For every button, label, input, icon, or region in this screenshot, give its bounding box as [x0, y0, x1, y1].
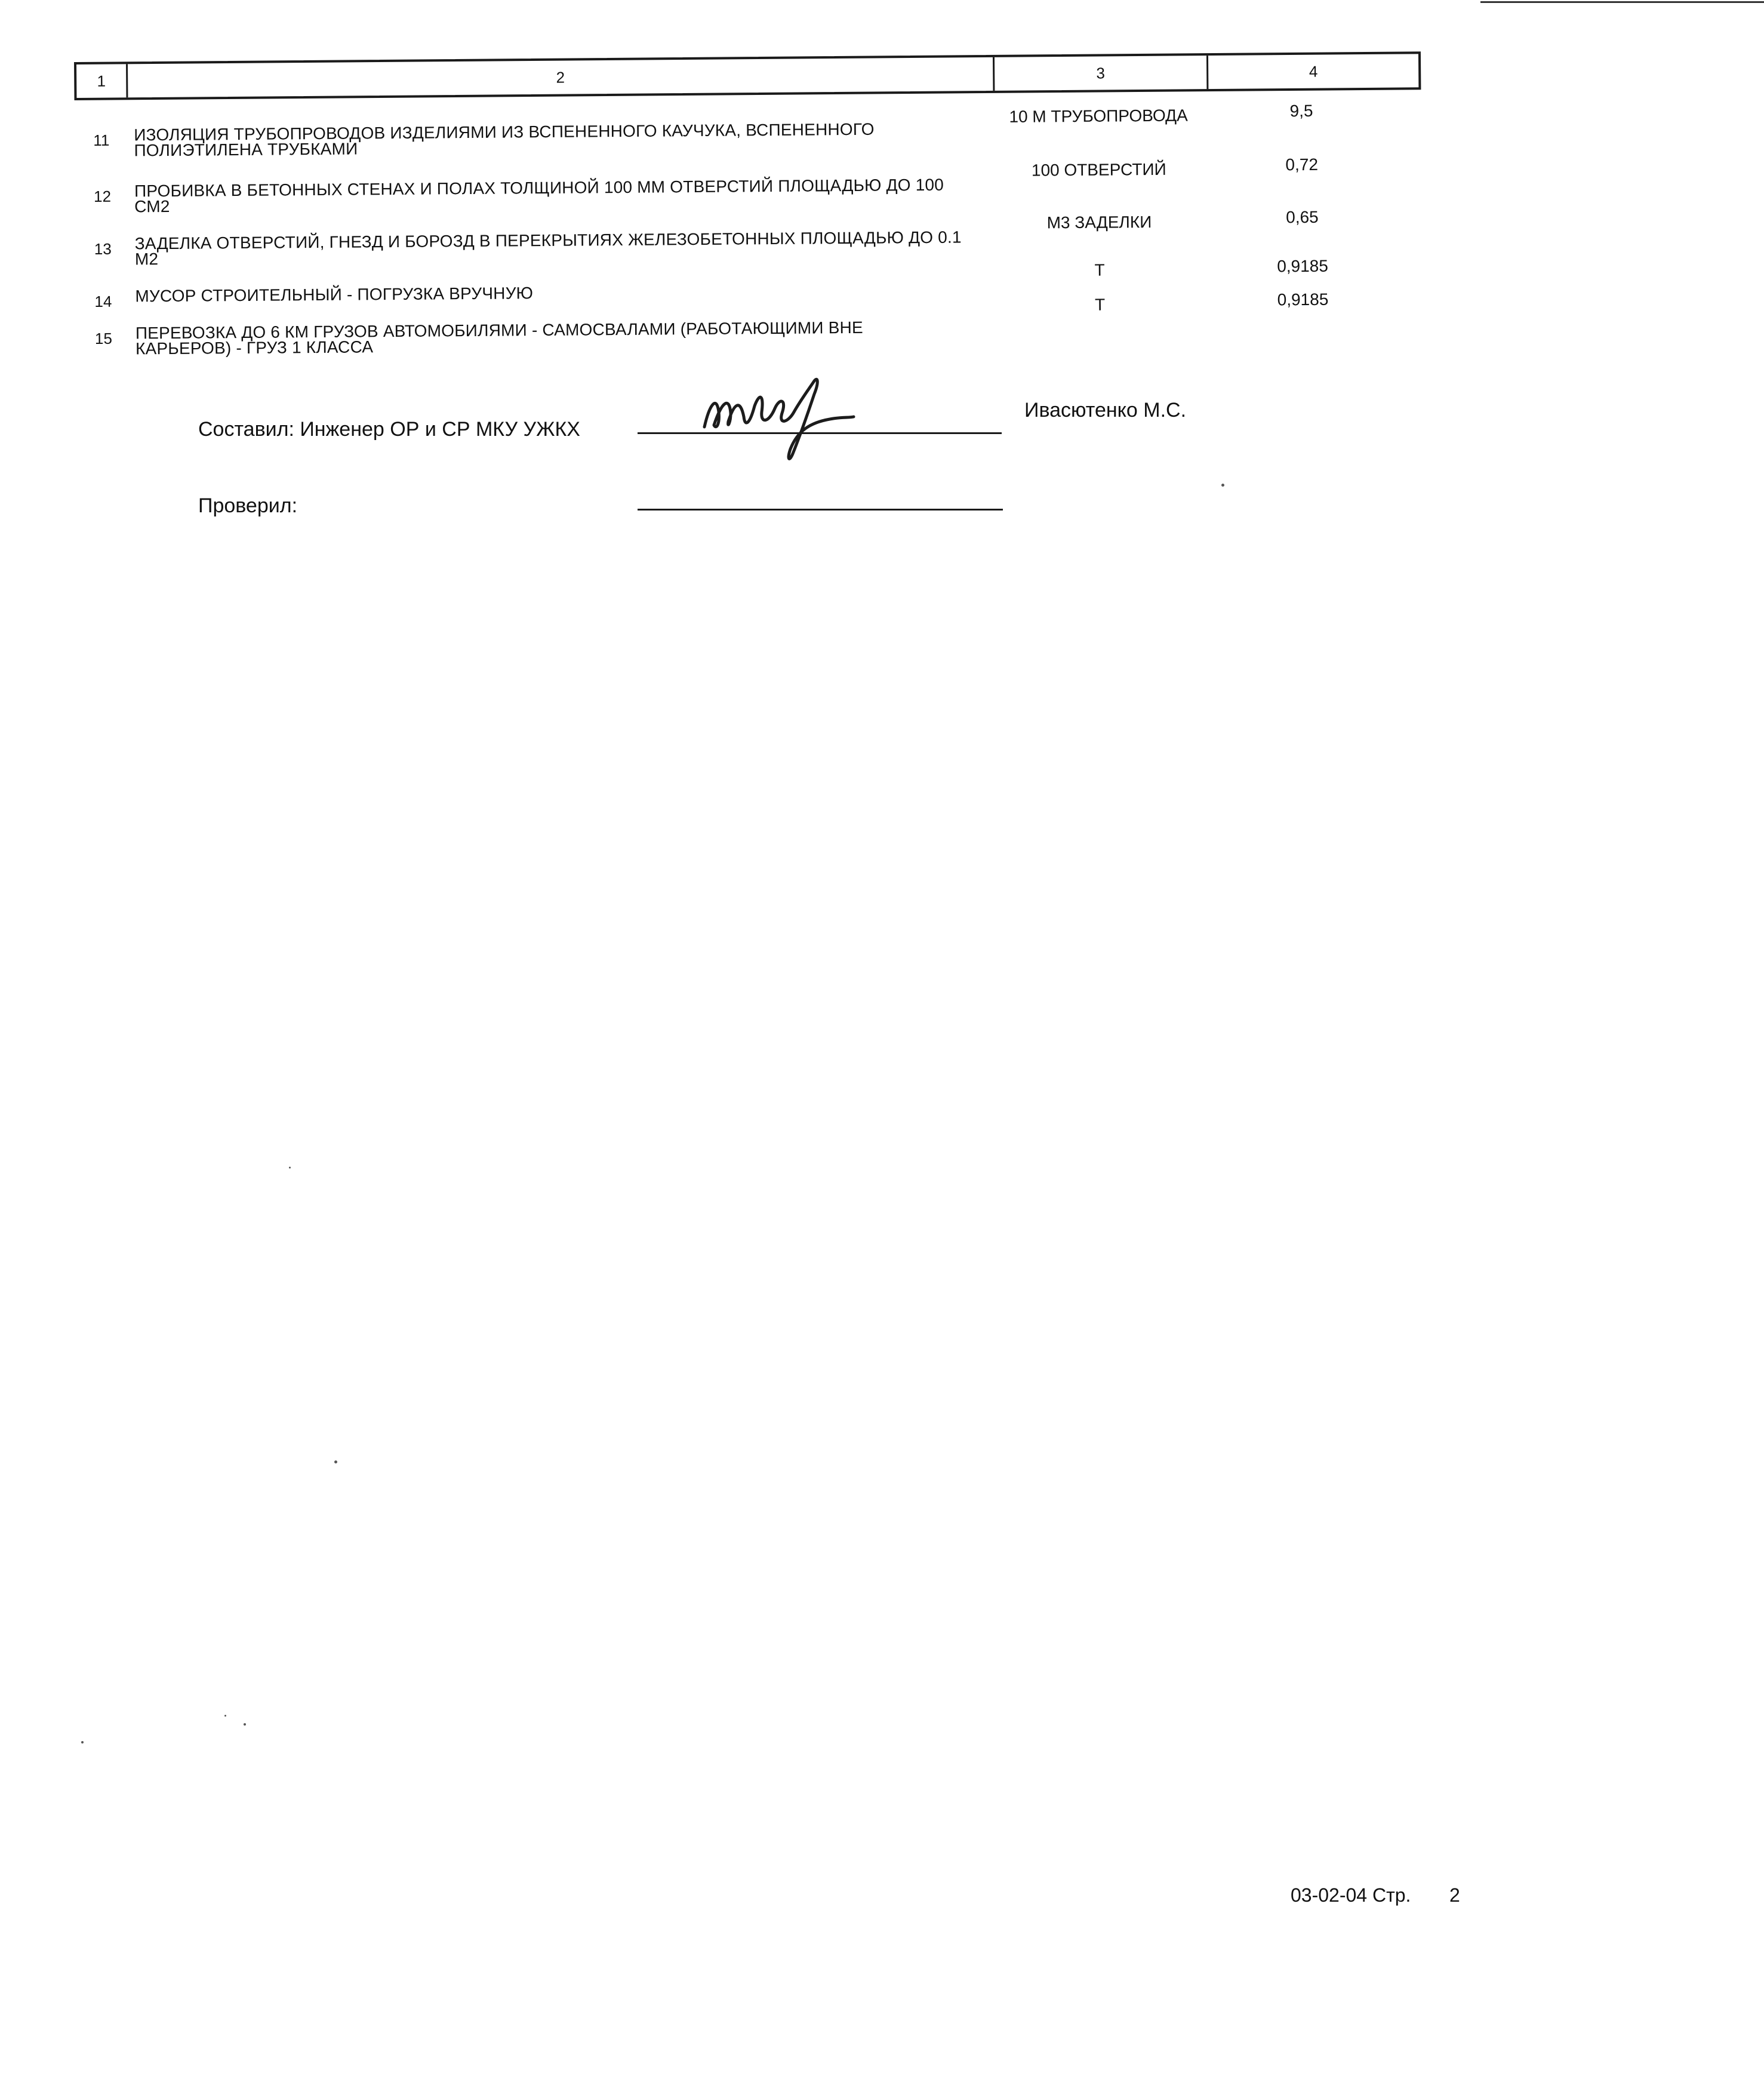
scan-edge-rule	[1480, 1, 1764, 3]
document-code: 03-02-04 Стр.	[1291, 1884, 1411, 1906]
row-unit: Т	[1094, 295, 1106, 314]
row-description: ПРОБИВКА В БЕТОННЫХ СТЕНАХ И ПОЛАХ ТОЛЩИНОЙ 100 ММ ОТВЕРСТИЙ ПЛОЩАДЬЮ ДО 100 СМ2	[134, 175, 944, 216]
compiled-by-label: Составил: Инженер ОР и СР МКУ УЖКХ	[198, 418, 580, 441]
header-col-2: 2	[128, 57, 995, 97]
table-row	[90, 155, 1403, 216]
row-unit: Т	[1094, 260, 1105, 279]
row-number: 11	[93, 131, 110, 149]
header-col-4: 4	[1309, 62, 1318, 81]
row-number: 12	[93, 187, 112, 205]
row-number: 14	[94, 292, 112, 310]
table-row	[90, 101, 1403, 160]
row-quantity: 0,9185	[1277, 256, 1329, 276]
row-quantity: 9,5	[1289, 101, 1313, 121]
scan-speck	[244, 1723, 246, 1726]
table-header-row	[74, 51, 1421, 100]
items-table	[90, 101, 1403, 358]
row-unit: М3 ЗАДЕЛКИ	[1046, 213, 1152, 232]
row-quantity: 0,72	[1285, 155, 1319, 174]
row-quantity: 0,65	[1286, 207, 1319, 227]
row-unit: 10 М ТРУБОПРОВОДА	[1009, 106, 1188, 126]
header-col-1: 1	[76, 64, 128, 98]
scan-speck	[81, 1741, 84, 1743]
scan-speck	[289, 1167, 291, 1168]
scan-speck	[334, 1460, 337, 1463]
row-number: 15	[94, 329, 112, 348]
row-description: ПЕРЕВОЗКА ДО 6 КМ ГРУЗОВ АВТОМОБИЛЯМИ - САМОСВАЛАМИ (РАБОТАЮЩИМИ ВНЕ КАРЬЕРОВ) - ГРУЗ 1 КЛАССА	[135, 318, 863, 358]
row-unit: 100 ОТВЕРСТИЙ	[1031, 159, 1166, 180]
scan-speck	[1221, 484, 1224, 487]
table-row	[91, 256, 1404, 310]
row-description: ЗАДЕЛКА ОТВЕРСТИЙ, ГНЕЗД И БОРОЗД В ПЕРЕКРЫТИЯХ ЖЕЛЕЗОБЕТОННЫХ ПЛОЩАДЬЮ ДО 0.1 М2	[134, 227, 962, 269]
row-description: МУСОР СТРОИТЕЛЬНЫЙ - ПОГРУЗКА ВРУЧНУЮ	[135, 284, 534, 306]
row-number: 13	[94, 239, 112, 258]
row-quantity: 0,9185	[1277, 290, 1329, 309]
checked-by-label: Проверил:	[198, 494, 298, 517]
compiled-by-name: Ивасютенко М.С.	[1024, 399, 1187, 422]
checked-signature-line	[638, 509, 1003, 511]
page-number: 2	[1449, 1884, 1460, 1906]
scan-speck	[224, 1715, 226, 1717]
row-description: ИЗОЛЯЦИЯ ТРУБОПРОВОДОВ ИЗДЕЛИЯМИ ИЗ ВСПЕНЕННОГО КАУЧУКА, ВСПЕНЕННОГО ПОЛИЭТИЛЕНА ТРУБКАМИ	[134, 119, 875, 160]
handwritten-signature	[692, 370, 860, 466]
header-col-3: 3	[995, 56, 1208, 91]
